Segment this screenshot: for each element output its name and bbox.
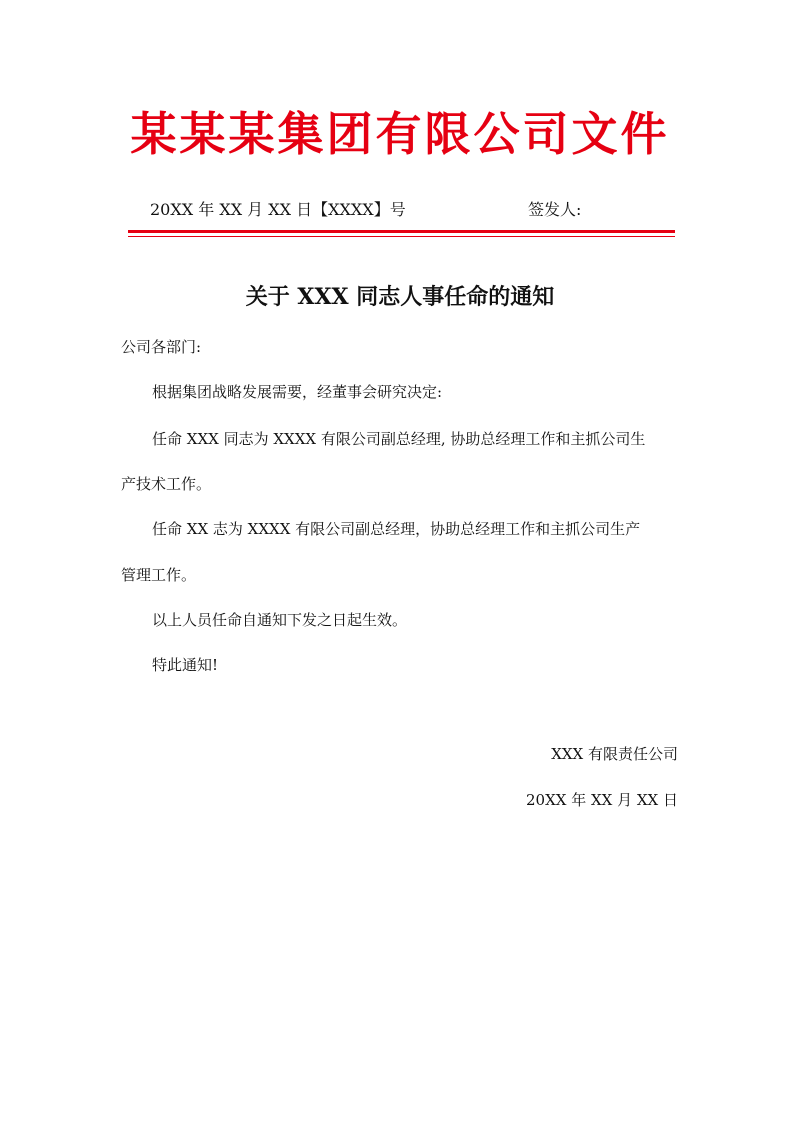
notice-title: 关于 XXX 同志人事任命的通知 bbox=[245, 284, 555, 310]
signer-label: 签发人: bbox=[528, 200, 582, 219]
paragraph-appointment-2-line-1: 任命 XX 志为 XXXX 有限公司副总经理，协助总经理工作和主抓公司生产 bbox=[152, 520, 641, 538]
paragraph-decision: 根据集团战略发展需要，经董事会研究决定: bbox=[152, 383, 443, 401]
document-number: 20XX 年 XX 月 XX 日【XXXX】号 bbox=[150, 200, 406, 219]
header-divider-thin bbox=[128, 236, 675, 237]
paragraph-appointment-2-line-2: 管理工作。 bbox=[121, 566, 197, 584]
closing-remark: 特此通知! bbox=[152, 656, 219, 674]
header-divider-thick bbox=[128, 230, 675, 233]
salutation: 公司各部门: bbox=[121, 338, 202, 356]
signature-date: 20XX 年 XX 月 XX 日 bbox=[526, 791, 678, 809]
document-header-title: 某某某集团有限公司文件 bbox=[130, 107, 670, 161]
paragraph-appointment-1-line-2: 产技术工作。 bbox=[121, 475, 212, 493]
signature-company: XXX 有限责任公司 bbox=[551, 745, 678, 763]
paragraph-effective: 以上人员任命自通知下发之日起生效。 bbox=[152, 611, 408, 629]
paragraph-appointment-1-line-1: 任命 XXX 同志为 XXXX 有限公司副总经理, 协助总经理工作和主抓公司生 bbox=[152, 430, 646, 448]
